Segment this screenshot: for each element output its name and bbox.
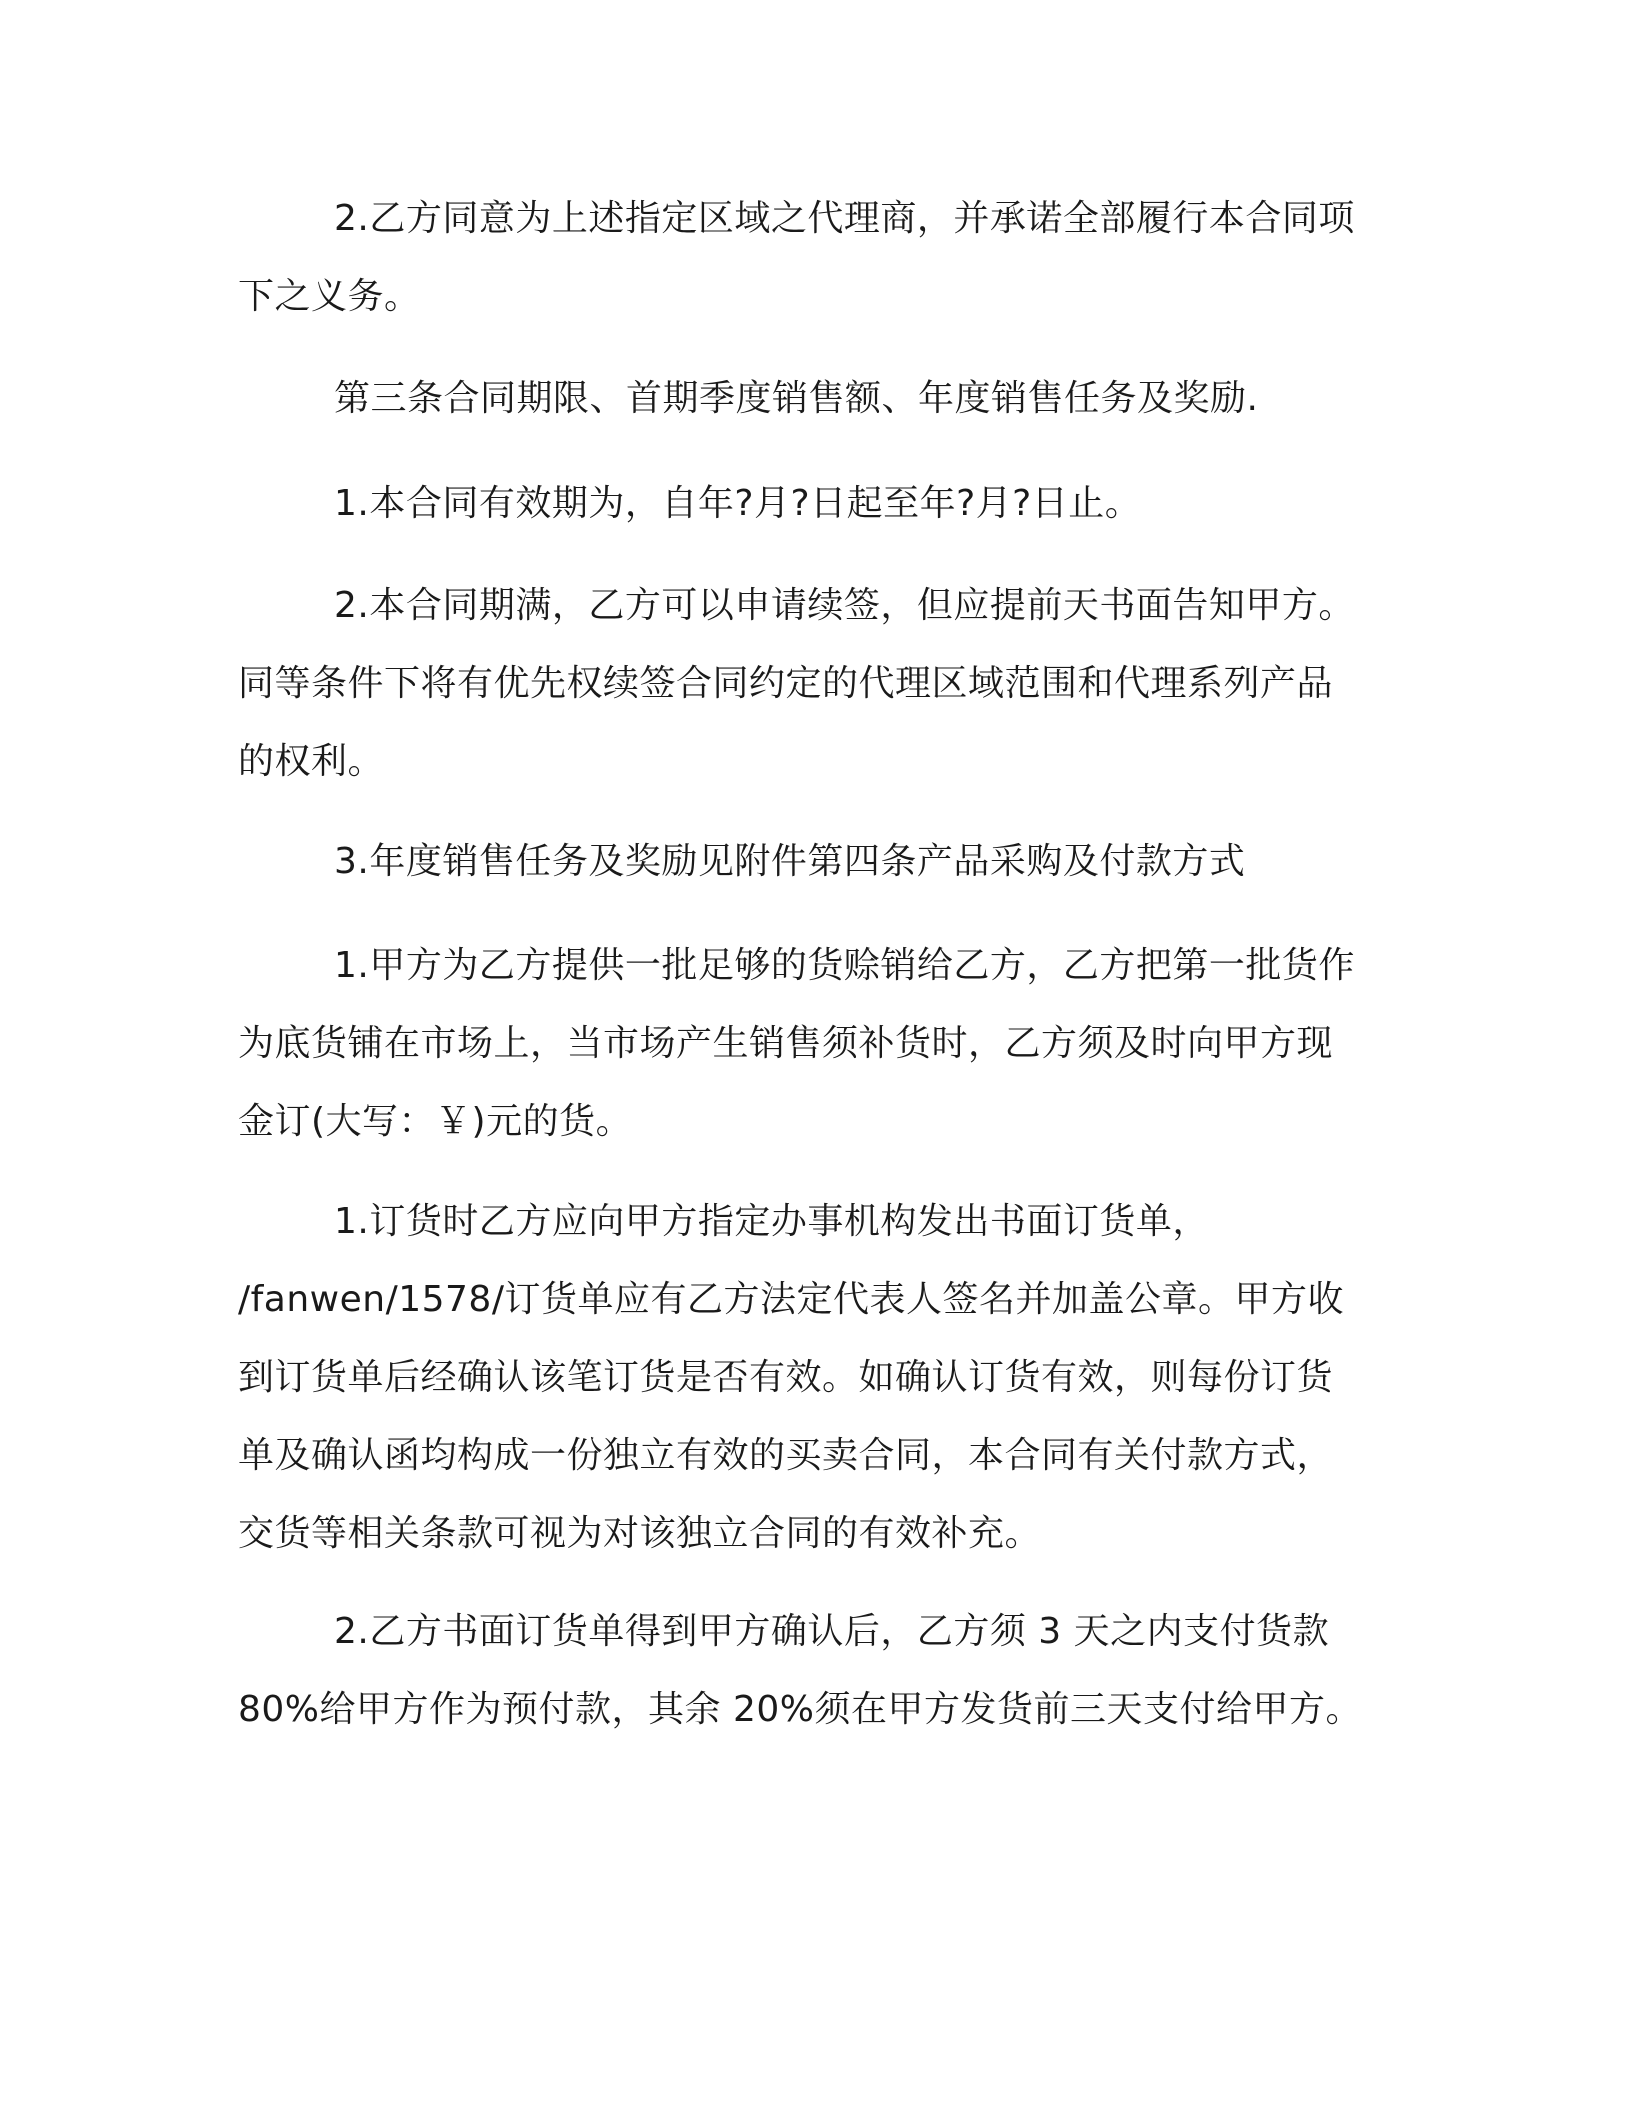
paragraph-sales-task	[238, 823, 1388, 901]
paragraph-credit-supply	[238, 927, 1388, 1161]
text-line: 1.甲方为乙方提供一批足够的货赊销给乙方，乙方把第一批货作	[334, 945, 1355, 986]
text-line: 1.订货时乙方应向甲方指定办事机构发出书面订货单，	[334, 1201, 1209, 1242]
text-line: 同等条件下将有优先权续签合同约定的代理区域范围和代理系列产品	[238, 663, 1334, 704]
text-line: 2.本合同期满，乙方可以申请续签，但应提前天书面告知甲方。	[334, 585, 1355, 626]
text-line: 交货等相关条款可视为对该独立合同的有效补充。	[238, 1513, 1042, 1554]
text-line: 1.本合同有效期为，自年?月?日起至年?月?日止。	[334, 483, 1142, 524]
text-line: 80%给甲方作为预付款，其余 20%须在甲方发货前三天支付给甲方。	[238, 1689, 1362, 1730]
text-line: 3.年度销售任务及奖励见附件第四条产品采购及付款方式	[334, 841, 1246, 882]
text-line: /fanwen/1578/订货单应有乙方法定代表人签名并加盖公章。甲方收	[238, 1279, 1344, 1320]
paragraph-contract-term	[238, 465, 1388, 543]
text-line: 2.乙方同意为上述指定区域之代理商，并承诺全部履行本合同项	[334, 198, 1355, 239]
text-line: 2.乙方书面订货单得到甲方确认后，乙方须 3 天之内支付货款	[334, 1611, 1330, 1652]
text-line: 到订货单后经确认该笔订货是否有效。如确认订货有效，则每份订货	[238, 1357, 1334, 1398]
paragraph-order-procedure	[238, 1183, 1388, 1573]
text-line: 下之义务。	[238, 276, 421, 317]
text-line: 单及确认函均构成一份独立有效的买卖合同，本合同有关付款方式，	[238, 1435, 1334, 1476]
text-line: 为底货铺在市场上，当市场产生销售须补货时，乙方须及时向甲方现	[238, 1023, 1334, 1064]
paragraph-renewal	[238, 567, 1388, 801]
text-line: 的权利。	[238, 741, 385, 782]
paragraph-article-three-heading	[238, 360, 1388, 438]
text-line: 金订(大写：￥)元的货。	[238, 1101, 633, 1142]
text-line: 第三条合同期限、首期季度销售额、年度销售任务及奖励.	[334, 378, 1259, 419]
paragraph-agent-obligation	[238, 180, 1388, 336]
paragraph-payment-terms	[238, 1593, 1388, 1749]
